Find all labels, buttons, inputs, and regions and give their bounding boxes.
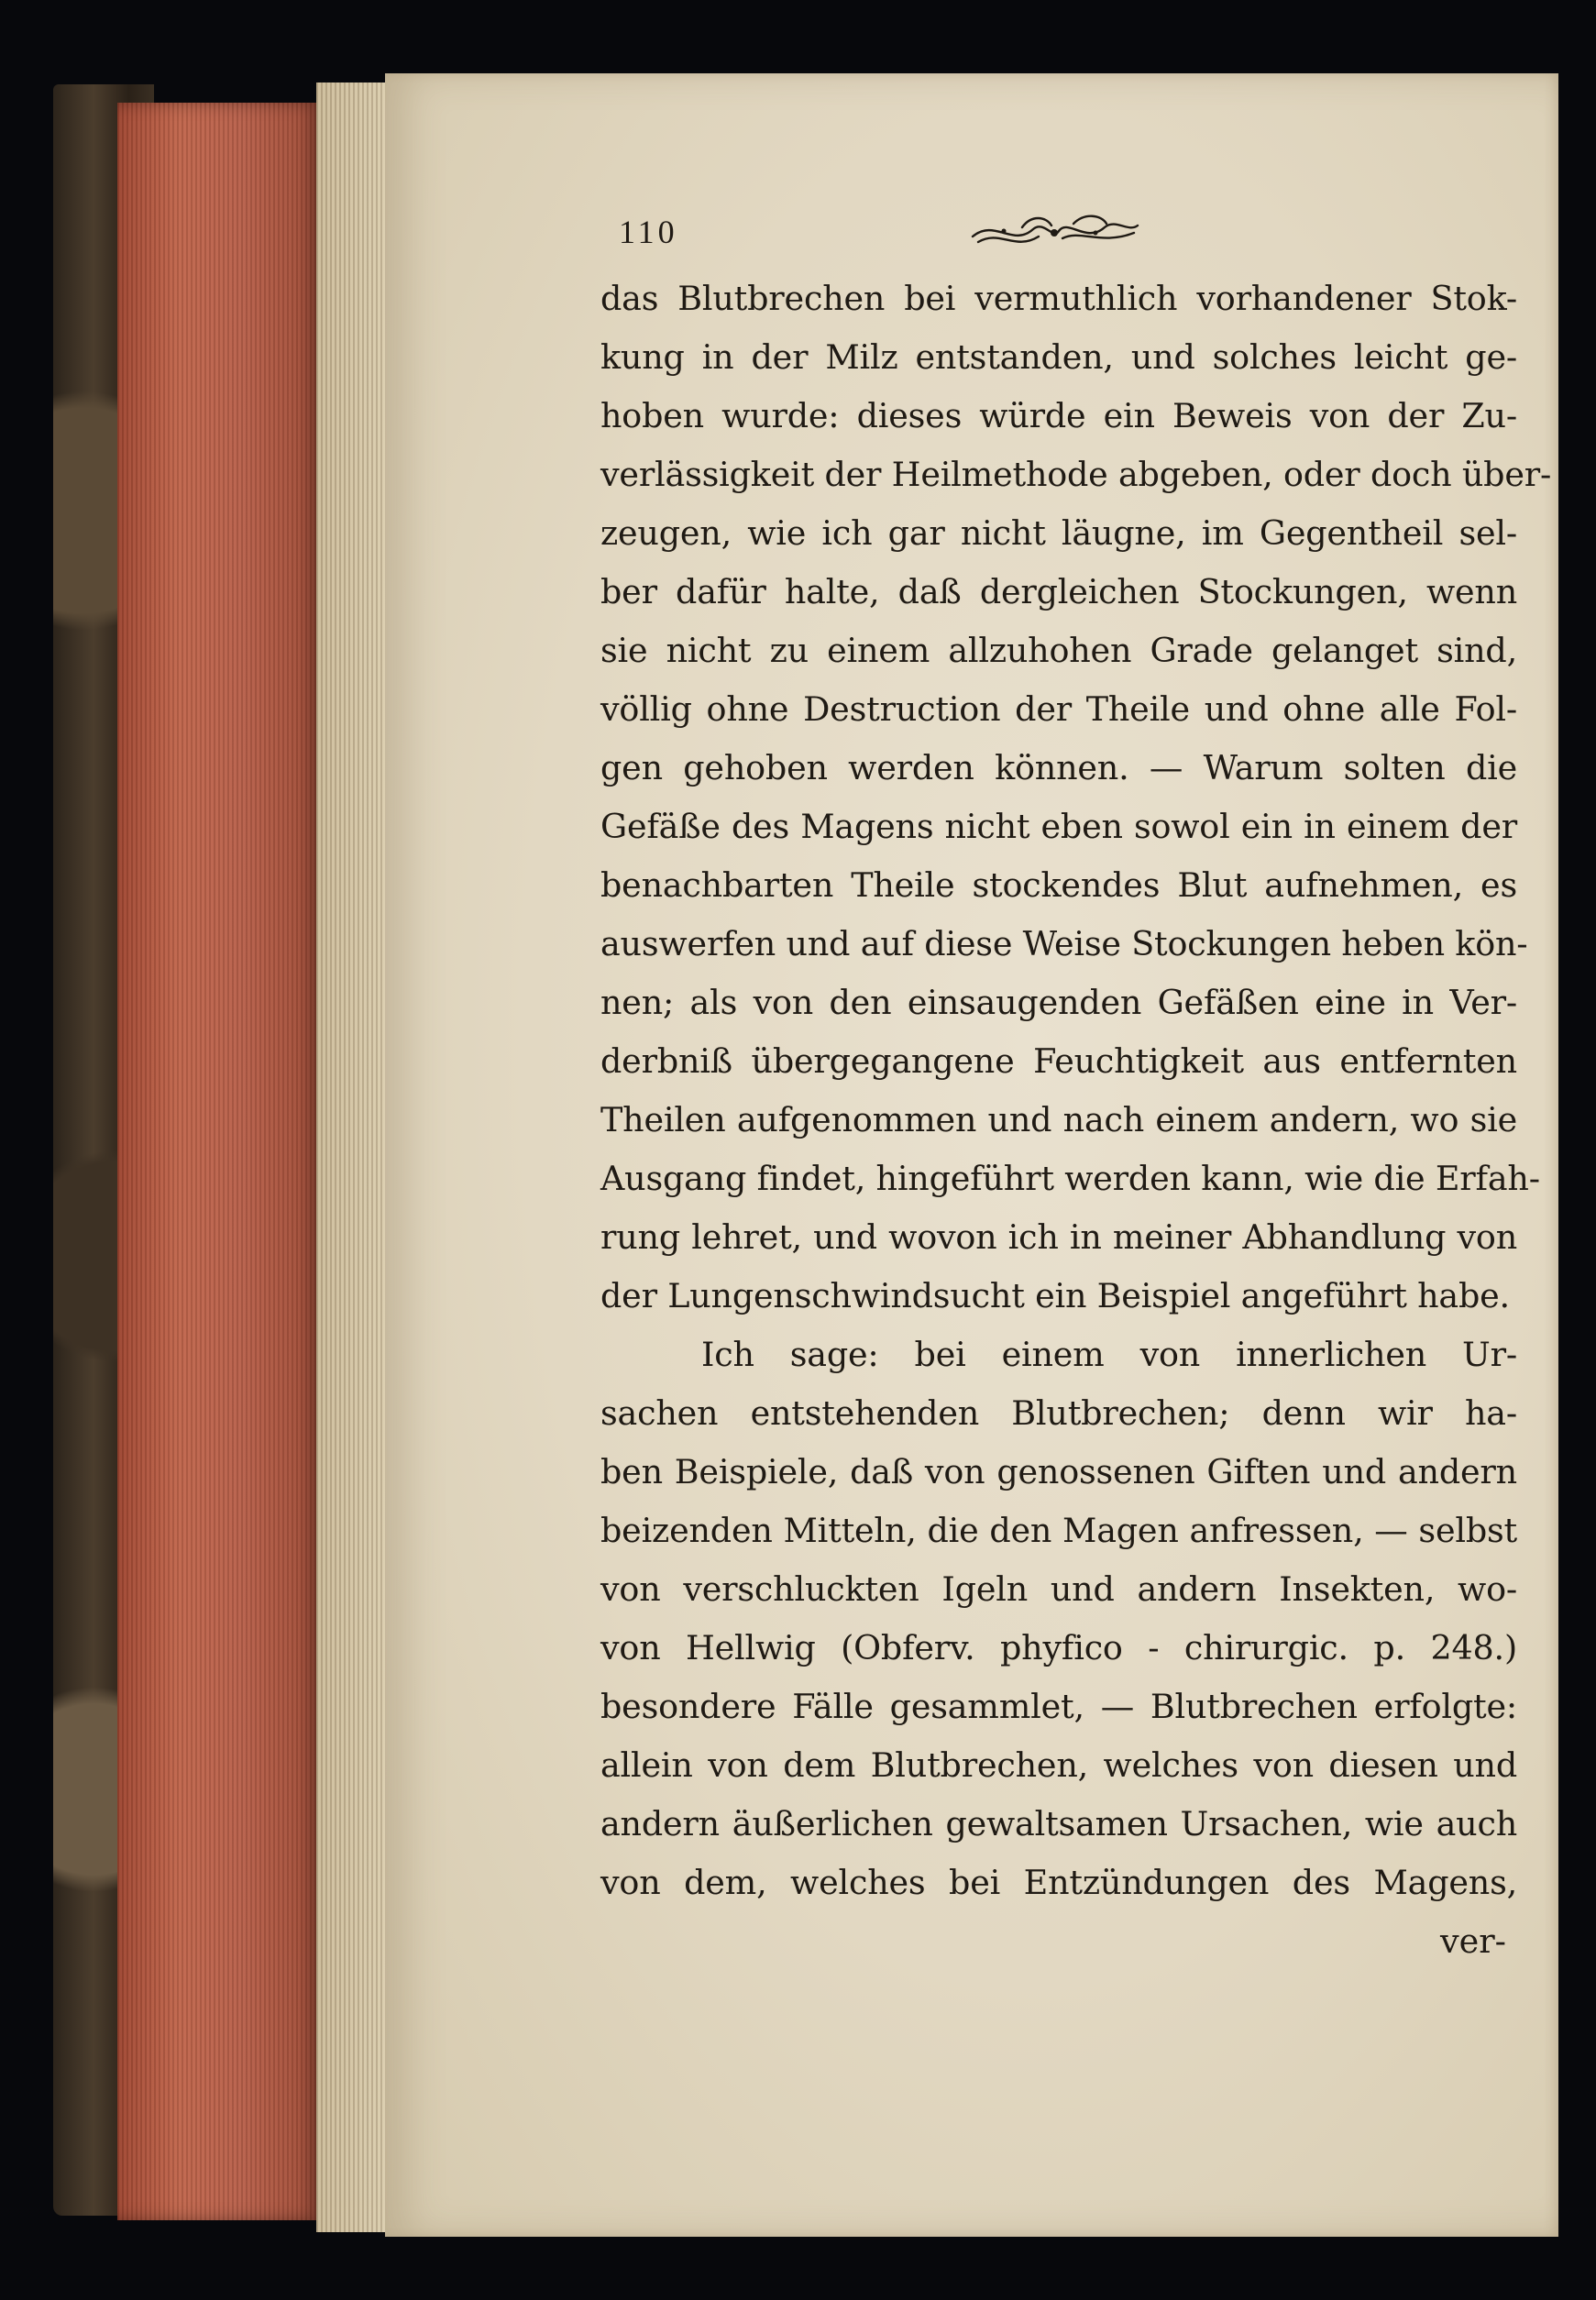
text-line: benachbarten Theile stockendes Blut aufnehmen, es	[600, 865, 1517, 905]
text-line: sachen entstehenden Blutbrechen; denn wir ha-	[600, 1393, 1517, 1433]
ornament-icon	[967, 211, 1141, 251]
text-line: besondere Fälle gesammlet, — Blutbrechen erfolgte:	[600, 1687, 1517, 1726]
text-line: verlässigkeit der Heilmethode abgeben, oder doch über-	[600, 455, 1552, 494]
text-line: hoben wurde: dieses würde ein Beweis von der Zu-	[600, 396, 1517, 435]
text-line: sie nicht zu einem allzuhohen Grade gelanget sind,	[600, 631, 1517, 670]
text-line: völlig ohne Destruction der Theile und ohne alle Fol-	[600, 689, 1517, 729]
text-line: das Blutbrechen bei vermuthlich vorhandener Stok-	[600, 279, 1517, 318]
text-line: der Lungenschwindsucht ein Beispiel angeführt habe.	[600, 1276, 1510, 1315]
paragraph-start-line: Ich sage: bei einem von innerlichen Ur-	[701, 1335, 1517, 1374]
text-line: allein von dem Blutbrechen, welches von diesen und	[600, 1745, 1517, 1785]
page-number: 110	[619, 214, 678, 250]
red-page-edges	[117, 103, 321, 2220]
text-line: zeugen, wie ich gar nicht läugne, im Gegentheil sel-	[600, 513, 1517, 553]
text-line: gen gehoben werden können. — Warum solten die	[600, 748, 1517, 787]
page-header	[600, 209, 1517, 264]
catchword: ver-	[1439, 1921, 1506, 1961]
text-line: Ausgang findet, hingeführt werden kann, wie die Erfah-	[600, 1159, 1540, 1198]
text-line: von Hellwig (Obferv. phyfico - chirurgic. p. 248.)	[600, 1628, 1517, 1667]
text-line: von verschluckten Igeln und andern Insekten, wo-	[600, 1569, 1517, 1609]
text-line: Theilen aufgenommen und nach einem andern, wo sie	[600, 1100, 1517, 1139]
page-text-block	[600, 209, 1552, 1971]
text-line: beizenden Mitteln, die den Magen anfressen, — selbst	[600, 1511, 1517, 1550]
text-line: Gefäße des Magens nicht eben sowol ein in einem der	[600, 807, 1517, 846]
text-line: andern äußerlichen gewaltsamen Ursachen, wie auch	[600, 1804, 1517, 1843]
text-line: auswerfen und auf diese Weise Stockungen heben kön-	[600, 924, 1528, 963]
text-line: derbniß übergegangene Feuchtigkeit aus entfernten	[600, 1041, 1517, 1081]
text-line: rung lehret, und wovon ich in meiner Abhandlung von	[600, 1217, 1517, 1257]
text-line: kung in der Milz entstanden, und solches leicht ge-	[600, 337, 1517, 377]
text-line: ber dafür halte, daß dergleichen Stockungen, wenn	[600, 572, 1517, 611]
text-line: von dem, welches bei Entzündungen des Magens,	[600, 1863, 1517, 1902]
text-line: ben Beispiele, daß von genossenen Giften und andern	[600, 1452, 1517, 1491]
text-line: nen; als von den einsaugenden Gefäßen eine in Ver-	[600, 983, 1517, 1022]
